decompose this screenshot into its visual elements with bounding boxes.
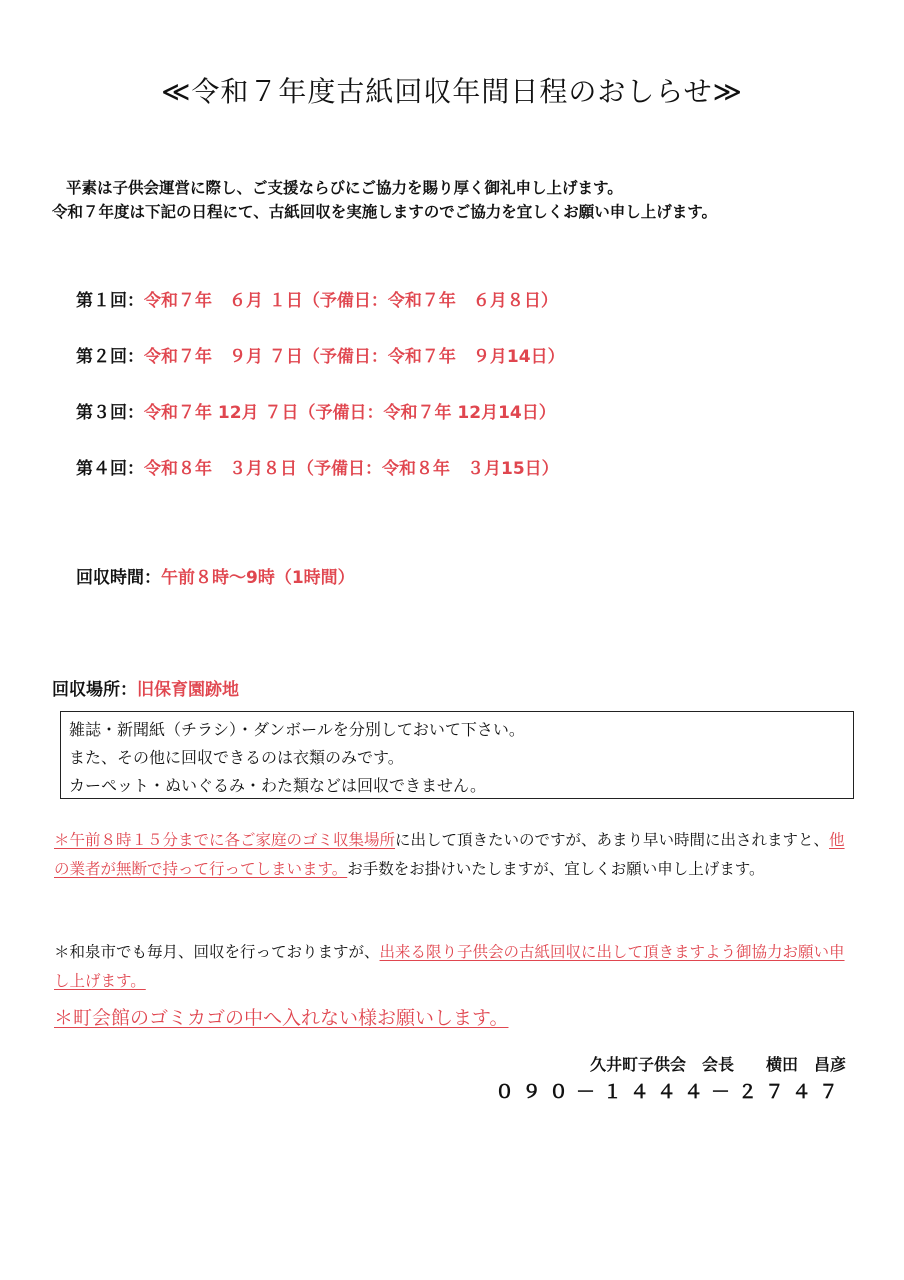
instruction-line: 雑誌・新聞紙（チラシ）・ダンボールを分別しておいて下さい。 [69,720,525,739]
schedule-date: 令和７年 ６月 １日（予備日：令和７年 ６月８日） [144,291,558,311]
schedule-label: 第３回： [76,403,144,423]
schedule-row-2 [76,342,565,398]
schedule-list [76,286,565,510]
note-timing-closing: お手数をお掛けいたしますが、宜しくお願い申し上げます。 [347,860,765,878]
schedule-row-1 [76,286,565,342]
intro-line-1: 平素は子供会運営に際し、ご支援ならびにご協力を賜り厚く御礼申し上げます。 [66,179,623,197]
signature: 久井町子供会 会長 横田 昌彦 [589,1055,846,1074]
instructions-box [60,711,854,799]
schedule-date: 令和７年 12月 ７日（予備日：令和７年 12月14日） [144,403,556,423]
instruction-line: カーペット・ぬいぐるみ・わた類などは回収できません。 [69,776,486,795]
note-city-text: ＊和泉市でも毎月、回収を行っておりますが、 [54,943,380,961]
schedule-label: 第４回： [76,459,144,479]
collection-hours [76,563,355,588]
note-city [54,938,854,996]
schedule-row-4 [76,454,565,510]
schedule-date: 令和７年 ９月 ７日（予備日：令和７年 ９月14日） [144,347,565,367]
note-timing-text: に出して頂きたいのですが、あまり早い時間に出されますと、 [395,831,830,849]
note-garbage-basket: ＊町会館のゴミカゴの中へ入れない様お願いします。 [54,1007,509,1029]
note-timing-highlight: ＊午前８時１５分までに各ご家庭のゴミ収集場所 [54,831,396,849]
intro-paragraph [52,176,717,224]
schedule-date: 令和８年 ３月８日（予備日：令和８年 ３月15日） [144,459,559,479]
hours-value: 午前８時～9時（1時間） [161,568,355,588]
note-warning-highlight: 他の業者が無断で持って行ってしまいます。 [54,831,845,878]
intro-line-2: 令和７年度は下記の日程にて、古紙回収を実施しますのでご協力を宜しくお願い申し上げます。 [52,203,717,221]
page-title: ≪令和７年度古紙回収年間日程のおしらせ≫ [161,75,743,108]
phone-number: ０９０－１４４４－２７４７ [494,1081,846,1103]
hours-label: 回収時間： [76,568,161,588]
place-value: 旧保育園跡地 [137,680,239,700]
instruction-line: また、その他に回収できるのは衣類のみです。 [69,748,404,767]
schedule-label: 第２回： [76,347,144,367]
schedule-row-3 [76,398,565,454]
collection-place [52,675,239,700]
place-label: 回収場所： [52,680,137,700]
note-timing [54,826,854,884]
schedule-label: 第１回： [76,291,144,311]
note-city-highlight: 出来る限り子供会の古紙回収に出して頂きますよう御協力お願い申し上げます。 [54,943,845,990]
